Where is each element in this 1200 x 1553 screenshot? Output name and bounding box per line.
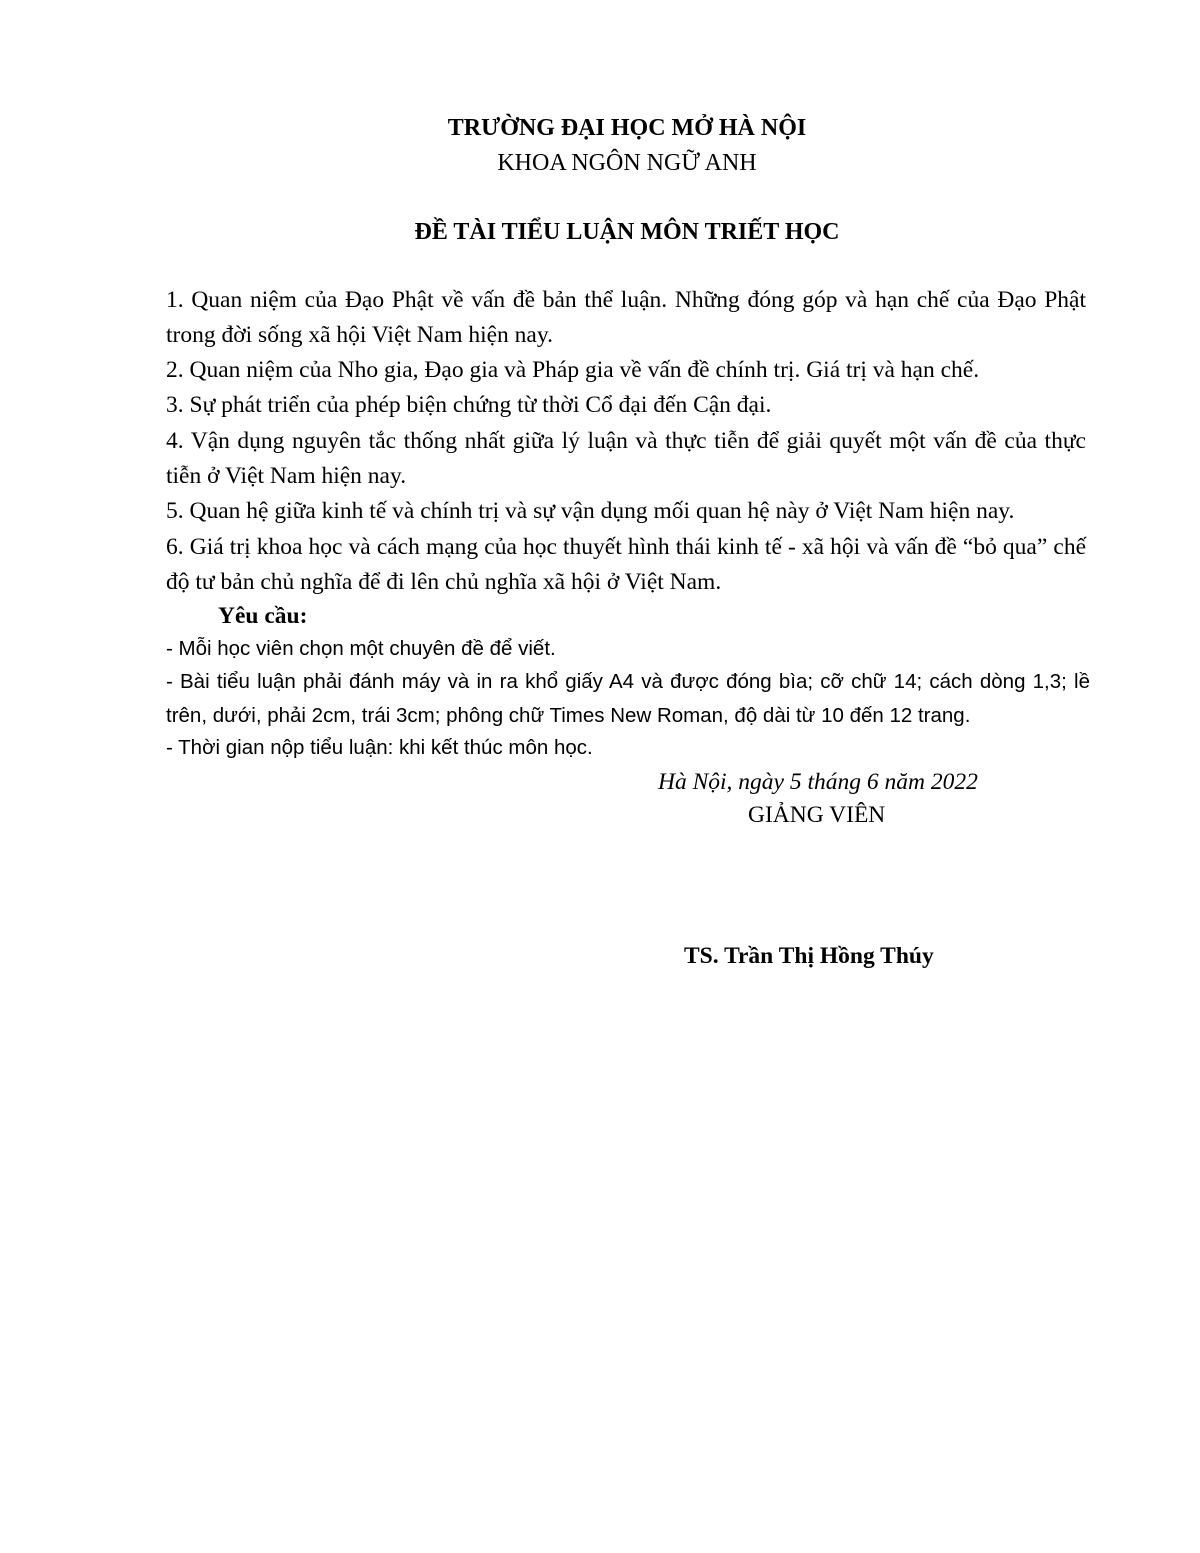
topic-item-1: 1. Quan niệm của Đạo Phật về vấn đề bản thể luận. Những đóng góp và hạn chế của Đạo Phật trong đời sống xã hội Việt Nam hiện nay. xyxy=(166,287,1086,348)
university-name: TRƯỜNG ĐẠI HỌC MỞ HÀ NỘI xyxy=(447,115,807,141)
topic-item-3: 3. Sự phát triển của phép biện chứng từ thời Cổ đại đến Cận đại. xyxy=(166,392,772,418)
document-title: ĐỀ TÀI TIỂU LUẬN MÔN TRIẾT HỌC xyxy=(414,219,840,245)
signature-date: Hà Nội, ngày 5 tháng 6 năm 2022 xyxy=(658,769,978,795)
topic-item-6: 6. Giá trị khoa học và cách mạng của học thuyết hình thái kinh tế - xã hội và vấn đề “bỏ qua” chế độ tư bản chủ nghĩa để đi lên chủ nghĩa xã hội ở Việt Nam. xyxy=(166,534,1086,595)
topic-item-4: 4. Vận dụng nguyên tắc thống nhất giữa lý luận và thực tiễn để giải quyết một vấn đề của thực tiễn ở Việt Nam hiện nay. xyxy=(166,428,1086,489)
requirement-item-2: - Bài tiểu luận phải đánh máy và in ra khổ giấy A4 và được đóng bìa; cỡ chữ 14; cách dòng 1,3; lề trên, dưới, phải 2cm, trái 3cm; phông chữ Times New Roman, độ dài từ 10 đến 12 trang. xyxy=(166,670,1090,727)
signature-name: TS. Trần Thị Hồng Thúy xyxy=(684,943,934,969)
requirements-heading: Yêu cầu: xyxy=(218,603,308,629)
signature-role: GIẢNG VIÊN xyxy=(748,802,886,828)
topic-item-2: 2. Quan niệm của Nho gia, Đạo gia và Pháp gia về vấn đề chính trị. Giá trị và hạn chế. xyxy=(166,357,980,383)
requirement-item-3: - Thời gian nộp tiểu luận: khi kết thúc môn học. xyxy=(166,736,593,759)
faculty-name: KHOA NGÔN NGỮ ANH xyxy=(497,150,757,176)
topic-item-5: 5. Quan hệ giữa kinh tế và chính trị và sự vận dụng mối quan hệ này ở Việt Nam hiện nay. xyxy=(166,498,1015,524)
requirement-item-1: - Mỗi học viên chọn một chuyên đề để viết. xyxy=(166,637,556,660)
